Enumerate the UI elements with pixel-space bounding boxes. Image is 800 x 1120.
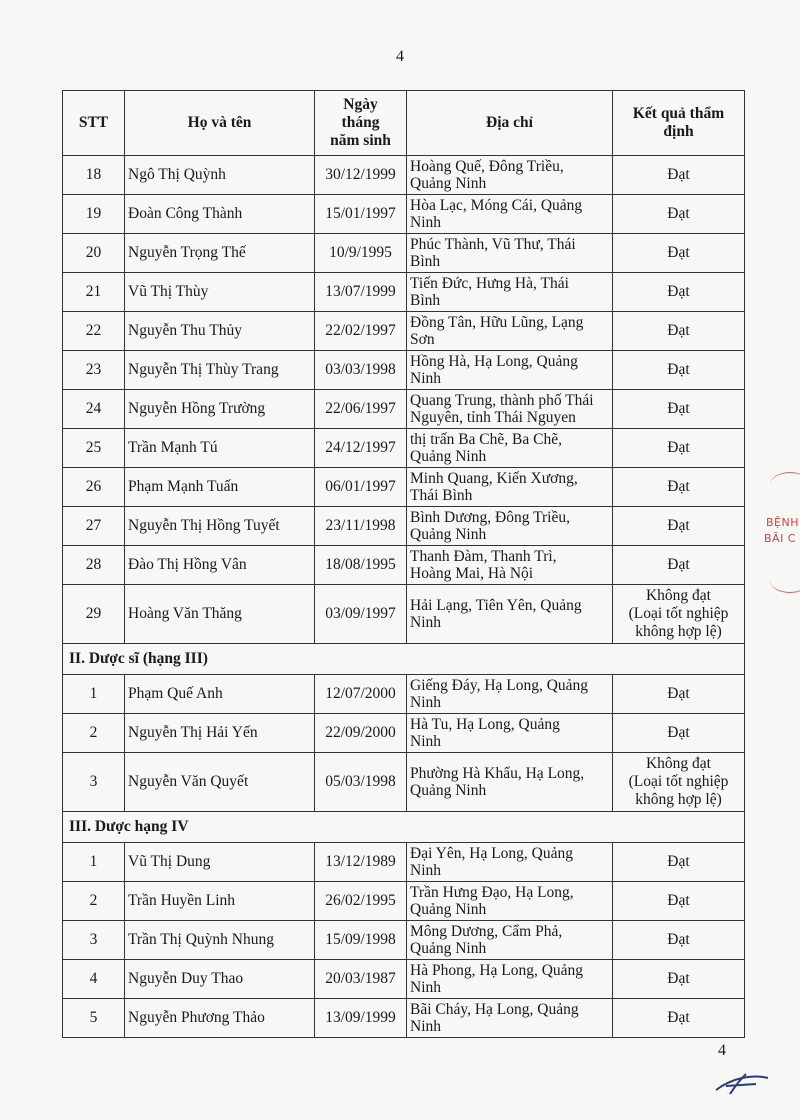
cell-dob: 05/03/1998 (315, 753, 407, 812)
cell-address (407, 234, 613, 273)
address-line1: Minh Quang, Kiến Xương, (410, 470, 578, 487)
address-line2: Quảng Ninh (410, 448, 487, 465)
cell-name: Nguyễn Thị Thùy Trang (125, 351, 315, 390)
address-line1: Giếng Đáy, Hạ Long, Quảng (410, 677, 589, 694)
cell-dob: 22/06/1997 (315, 390, 407, 429)
address-line2: Quảng Ninh (410, 901, 487, 918)
cell-name: Trần Huyền Linh (125, 882, 315, 921)
cell-result: Đạt (613, 195, 745, 234)
header-dob-line1: Ngày (343, 96, 378, 113)
address-line2: Quảng Ninh (410, 940, 487, 957)
address-line1: Đồng Tân, Hữu Lũng, Lạng (410, 314, 584, 331)
address-line1: Mông Dương, Cẩm Phả, (410, 923, 563, 940)
cell-result: Đạt (613, 507, 745, 546)
cell-dob: 12/07/2000 (315, 675, 407, 714)
cell-name: Đào Thị Hồng Vân (125, 546, 315, 585)
address-line1: Bãi Cháy, Hạ Long, Quảng (410, 1001, 579, 1018)
cell-address (407, 585, 613, 644)
cell-dob: 03/09/1997 (315, 585, 407, 644)
cell-stt: 25 (63, 429, 125, 468)
table-row (63, 753, 745, 812)
cell-address (407, 882, 613, 921)
stamp-arc-top (770, 472, 800, 497)
address-line1: Phường Hà Khẩu, Hạ Long, (410, 765, 585, 782)
results-table (62, 90, 745, 1038)
table-row (63, 390, 745, 429)
cell-stt: 5 (63, 999, 125, 1038)
cell-stt: 1 (63, 675, 125, 714)
table-row (63, 882, 745, 921)
cell-address (407, 507, 613, 546)
stamp-text-line1: BỆNH (766, 516, 799, 529)
cell-name: Đoàn Công Thành (125, 195, 315, 234)
page-number-top: 4 (396, 48, 404, 65)
header-dob-line3: năm sinh (330, 132, 391, 149)
cell-name: Vũ Thị Thùy (125, 273, 315, 312)
cell-result: Đạt (613, 468, 745, 507)
table-header (63, 91, 745, 156)
stamp-text-line2: BÃI C (764, 532, 796, 545)
address-line1: Hà Phong, Hạ Long, Quảng (410, 962, 584, 979)
table-row (63, 843, 745, 882)
cell-dob: 22/02/1997 (315, 312, 407, 351)
cell-dob: 22/09/2000 (315, 714, 407, 753)
address-line2: Quảng Ninh (410, 782, 487, 799)
header-stt: STT (63, 91, 125, 156)
cell-stt: 2 (63, 714, 125, 753)
address-line1: Thanh Đàm, Thanh Trì, (410, 548, 557, 565)
cell-address (407, 468, 613, 507)
cell-dob: 15/09/1998 (315, 921, 407, 960)
stamp-fragment (760, 470, 800, 600)
table-row (63, 507, 745, 546)
cell-address (407, 675, 613, 714)
cell-stt: 27 (63, 507, 125, 546)
table-row (63, 921, 745, 960)
address-line2: Quảng Ninh (410, 175, 487, 192)
address-line1: Hải Lạng, Tiên Yên, Quảng (410, 597, 582, 614)
cell-result: Đạt (613, 429, 745, 468)
header-dob (315, 91, 407, 156)
cell-dob: 30/12/1999 (315, 156, 407, 195)
address-line2: Thái Bình (410, 487, 473, 504)
address-line1: Hà Tu, Hạ Long, Quảng (410, 716, 560, 733)
address-line2: Nguyên, tỉnh Thái Nguyen (410, 409, 576, 426)
cell-address (407, 546, 613, 585)
address-line2: Quảng Ninh (410, 526, 487, 543)
cell-address (407, 714, 613, 753)
address-line1: Đại Yên, Hạ Long, Quảng (410, 845, 573, 862)
table-row (63, 546, 745, 585)
cell-result: Đạt (613, 999, 745, 1038)
header-result (613, 91, 745, 156)
cell-dob: 15/01/1997 (315, 195, 407, 234)
cell-address (407, 429, 613, 468)
header-result-line1: Kết quả thẩm (632, 105, 725, 122)
stamp-arc-bottom (770, 568, 800, 593)
cell-stt: 21 (63, 273, 125, 312)
cell-result: Đạt (613, 234, 745, 273)
cell-stt: 4 (63, 960, 125, 999)
address-line1: thị trấn Ba Chẽ, Ba Chẽ, (410, 431, 562, 448)
address-line2: Ninh (410, 733, 441, 750)
cell-stt: 2 (63, 882, 125, 921)
table-row (63, 960, 745, 999)
section-title: III. Dược hạng IV (63, 812, 745, 843)
cell-name: Vũ Thị Dung (125, 843, 315, 882)
cell-address (407, 195, 613, 234)
cell-stt: 22 (63, 312, 125, 351)
table-row (63, 585, 745, 644)
cell-address (407, 843, 613, 882)
cell-stt: 29 (63, 585, 125, 644)
cell-dob: 18/08/1995 (315, 546, 407, 585)
cell-stt: 23 (63, 351, 125, 390)
result-line3: không hợp lệ) (635, 623, 722, 640)
cell-address (407, 921, 613, 960)
cell-result: Đạt (613, 921, 745, 960)
address-line1: Hồng Hà, Hạ Long, Quảng (410, 353, 578, 370)
address-line2: Bình (410, 253, 441, 270)
cell-name: Trần Thị Quỳnh Nhung (125, 921, 315, 960)
address-line2: Ninh (410, 694, 441, 711)
cell-dob: 06/01/1997 (315, 468, 407, 507)
cell-result: Đạt (613, 273, 745, 312)
cell-name: Nguyễn Trọng Thế (125, 234, 315, 273)
table-row (63, 429, 745, 468)
cell-dob: 10/9/1995 (315, 234, 407, 273)
cell-result: Đạt (613, 312, 745, 351)
cell-address (407, 351, 613, 390)
cell-dob: 20/03/1987 (315, 960, 407, 999)
cell-dob: 13/07/1999 (315, 273, 407, 312)
table-row (63, 351, 745, 390)
table-row (63, 714, 745, 753)
result-line1: Không đạt (645, 755, 711, 772)
header-name: Họ và tên (125, 91, 315, 156)
address-line2: Hoàng Mai, Hà Nội (410, 565, 534, 582)
address-line2: Ninh (410, 979, 441, 996)
result-line1: Không đạt (645, 587, 711, 604)
cell-name: Nguyễn Hồng Trường (125, 390, 315, 429)
address-line1: Phúc Thành, Vũ Thư, Thái (410, 236, 576, 253)
cell-dob: 03/03/1998 (315, 351, 407, 390)
cell-stt: 18 (63, 156, 125, 195)
cell-stt: 26 (63, 468, 125, 507)
table-row (63, 156, 745, 195)
cell-name: Nguyễn Thị Hải Yến (125, 714, 315, 753)
cell-result: Đạt (613, 390, 745, 429)
cell-dob: 13/12/1989 (315, 843, 407, 882)
address-line2: Ninh (410, 1018, 441, 1035)
cell-result: Đạt (613, 714, 745, 753)
cell-name: Hoàng Văn Thăng (125, 585, 315, 644)
cell-result: Đạt (613, 156, 745, 195)
address-line1: Hòa Lạc, Móng Cái, Quảng (410, 197, 583, 214)
cell-name: Phạm Mạnh Tuấn (125, 468, 315, 507)
cell-stt: 19 (63, 195, 125, 234)
section-row (63, 812, 745, 843)
address-line2: Ninh (410, 370, 441, 387)
address-line2: Bình (410, 292, 441, 309)
table-row (63, 234, 745, 273)
table-row (63, 999, 745, 1038)
result-line2: (Loại tốt nghiệp (628, 605, 729, 622)
cell-name: Nguyễn Thị Hồng Tuyết (125, 507, 315, 546)
table-row (63, 195, 745, 234)
address-line1: Tiến Đức, Hưng Hà, Thái (410, 275, 569, 292)
cell-dob: 26/02/1995 (315, 882, 407, 921)
cell-result (613, 753, 745, 812)
address-line1: Bình Dương, Đông Triều, (410, 509, 570, 526)
table-row (63, 675, 745, 714)
result-line3: không hợp lệ) (635, 791, 722, 808)
cell-stt: 3 (63, 753, 125, 812)
cell-name: Nguyễn Phương Thảo (125, 999, 315, 1038)
section-title: II. Dược sĩ (hạng III) (63, 644, 745, 675)
signature-mark (712, 1068, 772, 1098)
cell-address (407, 273, 613, 312)
address-line1: Quang Trung, thành phố Thái (410, 392, 594, 409)
table-row (63, 312, 745, 351)
cell-result (613, 585, 745, 644)
result-line2: (Loại tốt nghiệp (628, 773, 729, 790)
header-dob-line2: tháng (341, 114, 380, 131)
cell-address (407, 156, 613, 195)
cell-result: Đạt (613, 843, 745, 882)
cell-address (407, 960, 613, 999)
cell-address (407, 753, 613, 812)
cell-address (407, 390, 613, 429)
page-number-bottom: 4 (718, 1042, 726, 1059)
address-line2: Ninh (410, 614, 441, 631)
cell-name: Nguyễn Thu Thủy (125, 312, 315, 351)
cell-dob: 24/12/1997 (315, 429, 407, 468)
cell-stt: 24 (63, 390, 125, 429)
cell-stt: 28 (63, 546, 125, 585)
cell-result: Đạt (613, 351, 745, 390)
cell-address (407, 312, 613, 351)
cell-stt: 1 (63, 843, 125, 882)
cell-dob: 13/09/1999 (315, 999, 407, 1038)
cell-name: Nguyễn Văn Quyết (125, 753, 315, 812)
cell-name: Ngô Thị Quỳnh (125, 156, 315, 195)
address-line1: Trần Hưng Đạo, Hạ Long, (410, 884, 574, 901)
address-line2: Ninh (410, 862, 441, 879)
cell-dob: 23/11/1998 (315, 507, 407, 546)
cell-result: Đạt (613, 960, 745, 999)
cell-result: Đạt (613, 546, 745, 585)
cell-name: Nguyễn Duy Thao (125, 960, 315, 999)
cell-result: Đạt (613, 675, 745, 714)
cell-stt: 20 (63, 234, 125, 273)
cell-stt: 3 (63, 921, 125, 960)
cell-result: Đạt (613, 882, 745, 921)
table-body (63, 156, 745, 1038)
address-line2: Sơn (410, 331, 435, 348)
address-line2: Ninh (410, 214, 441, 231)
table-row (63, 273, 745, 312)
cell-name: Trần Mạnh Tú (125, 429, 315, 468)
header-address: Địa chỉ (407, 91, 613, 156)
section-row (63, 644, 745, 675)
table-row (63, 468, 745, 507)
header-result-line2: định (663, 123, 694, 140)
cell-name: Phạm Quế Anh (125, 675, 315, 714)
cell-address (407, 999, 613, 1038)
address-line1: Hoàng Quế, Đông Triều, (410, 158, 564, 175)
